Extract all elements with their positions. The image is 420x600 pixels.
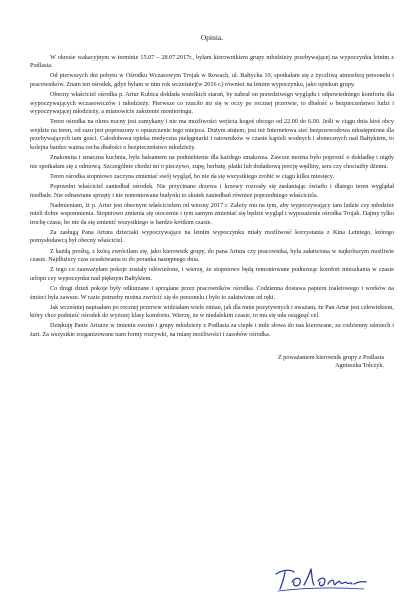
document-body [30, 54, 394, 340]
paragraph: Co drugi dzień pokoje były odkurzane i sprzątane przez pracowników ośrodka. Codzienna dostawa papieru toaletowego i worków na śmieci była zawsze. W razie potrzeby można zwrócić się do personelu i było to załatwione od ręki. [30, 284, 394, 301]
paragraph: Obecny właściciel ośrodka p. Artur Kubica dokłada wszelkich starań, by nabrał on prawdziwego wyglądu i odpowiedniego komfortu dla wypoczywających wczasowiczów i młodzieży. Pierwsze co rzuciło mi się w oczy po rocznej przerwie, to dbałość o bezpieczeństwo ludzi i wypoczywającej młodzieży, a mianowicie założenie monitoringu. [30, 90, 394, 116]
handwritten-signature [272, 564, 372, 594]
paragraph: Poprzedni właściciel zaniedbał ośrodek. Nie przycinane drzewa i krzewy rozrosły się zasłaniając światło i dlatego teren wyglądał niedbale. Nie odnawiane sprzęty i nie remontowane budynki to skutek zaniedbań również poprzedniego właściciela. [30, 182, 394, 199]
signature-icon [272, 564, 372, 594]
closing-line: Z poważaniem kierownik grupy z Podlasia [277, 353, 384, 361]
paragraph: Z każdą prośbą, z którą zwróciłam się, jako kierownik grupy, do pana Artura czy pracownika, była załatwiona w najkrótszym możliwie czasie. Najdłuższy czas oczekiwania to do poranka następnego dnia. [30, 247, 394, 264]
paragraph: Teren ośrodka na okres nocny jest zamykany i nie ma możliwości wejścia kogoś obcego od 22.00 do 6.00. Jeśli w ciągu dnia ktoś obcy wejdzie na teren, od razu jest poproszony o opuszczenie tego miejsca. Dużym atutem, jest też Internetowa sieć bezprzewodowa udostępniona dla przebywających tam gości. Całodobowa opieka medyczna pielęgniarki i ratowników w czasie kąpieli wodnych i słonecznych nad Bałtykiem, to kolejna bardzo ważna cecha dbałości o bezpieczeństwo młodzieży. [30, 118, 394, 152]
signatory-name: Agnieszka Tołczyk. [335, 362, 384, 370]
paragraph: Za zasługą Pana Artura dzieciaki wypoczywające na letnim wypoczynku miały możliwość korzystania z Kina Letniego, którego pomysłodawcą był obecny właściciel. [30, 228, 394, 245]
paragraph: Z tego co zauważyłam pokoje zostały odświeżone, i wierzę, że stopniowo będą remontowane podnosząc komfort mieszkania w czasie urlopu czy wypoczynku nad pięknym Bałtykiem. [30, 266, 394, 282]
paragraph: Jak wcześniej napisałam po rocznej przerwie widziałam wiele zmian, jak dla mnie pozytywnych i uważam, że Pan Artur jest człowiekiem, który chce podnieść ośrodek do wyższej klasy komfortu. Wierzę, że w niedalekim czasie, to mu się uda osiągnąć cel. [30, 303, 394, 320]
paragraph: W okresie wakacyjnym w terminie 15.07 – 28.07.2017r., byłam kierownikiem grupy młodzieży przebywającej na wypoczynku letnim z Podlasia. [30, 53, 394, 70]
paragraph: Teren ośrodka stopniowo zaczyna zmieniać swój wygląd, bo nie da się wszystkiego zrobić w ciągu kilku miesięcy. [50, 172, 335, 180]
paragraph: Znakomita i smaczna kuchnia, była balsamem na podniebienie dla każdego smakosza. Zawsze można było poprosić o dokładkę i nigdy nie spotkałam się z odmową. Szczególnie chodzi mi o pieczywo, zupę, herbatę, płatki lub dodatkową porcję wędliny, sera czy chociażby dżemu. [30, 154, 394, 170]
closing-block [30, 354, 394, 372]
paragraph: Nadmieniam, iż p. Artur jest obecnym właścicielem od wiosny 2017 r. Zależy mu na tym, aby wypoczywający tam ludzie czy młodzież mieli dobre wspomnienia. Stopniowo zmienia się otoczenie i tym samym zmieniać się będzie wygląd i wyposażenie ośrodka Trojak. Dajmy tylko trochę czasu, bo nie da się zmienić wszystkiego w bardzo krótkim czasie. [30, 201, 394, 226]
paragraph: Od pierwszych dni pobytu w Ośrodku Wczasowym Trojak w Rowach, ul. Bałtycka 10, spotkałam się z życzliwą atmosferą personelu i pracowników. Znam ten ośrodek, gdyż byłam w nim rok wcześniej(w 2016 r.) również na letnim wypoczynku, jako opiekun grupy. [30, 72, 394, 88]
paragraph: Dziękuję Panie Arturze w imieniu swoim i grupy młodzieży z Podlasia za ciepłe i miłe słowa do nas kierowane, za codzienny uśmiech i żart. Za wszystkie zorganizowane nam formy rozrywki, na miarę możliwości i zasobów ośrodka. [30, 322, 394, 338]
document-title: Opinia. [200, 33, 224, 42]
